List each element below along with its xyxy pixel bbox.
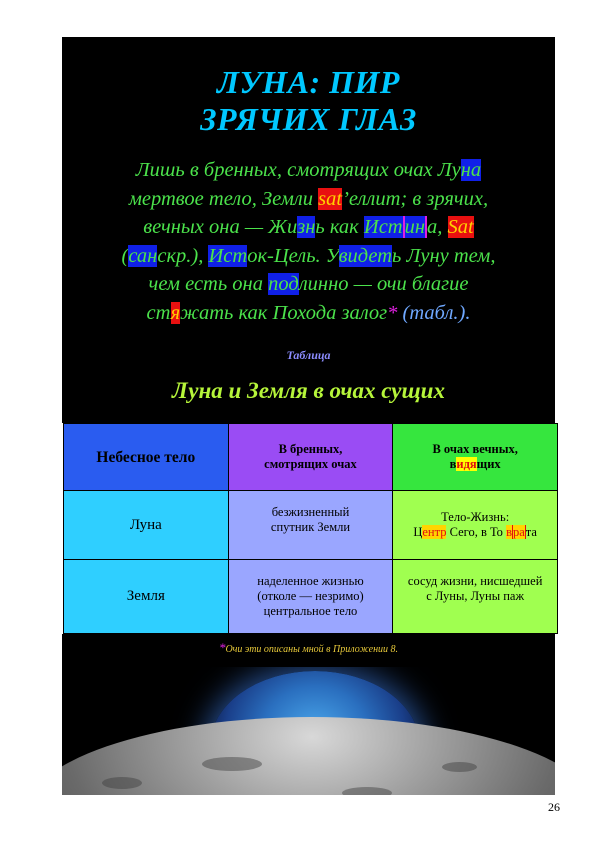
earth-moon-image bbox=[62, 667, 555, 795]
poem-line-5: чем есть она подлинно — очи благие bbox=[148, 273, 469, 295]
table-title: Луна и Земля в очах сущих bbox=[172, 378, 445, 403]
footnote: *Очи эти описаны мной в Приложении 8. bbox=[218, 640, 399, 655]
title-line-1: ЛУНА: ПИР bbox=[217, 64, 400, 100]
header-celestial-body: Небесное тело bbox=[64, 424, 229, 491]
cell-earth-mortal: наделенное жизнью (отколе — незримо) центральное тело bbox=[228, 560, 393, 634]
table-caption: Таблица bbox=[286, 348, 331, 362]
poem-line-1: Лишь в бренных, смотрящих очах Луна bbox=[135, 159, 482, 181]
poem-line-2: мертвое тело, Земли sat’еллит; в зрячих, bbox=[128, 187, 489, 210]
moon-earth-table bbox=[63, 423, 558, 634]
cell-earth-eternal: сосуд жизни, нисшедшей с Луны, Луны паж bbox=[393, 560, 558, 634]
poem-line-3: вечных она — Жизнь как Истина, Sat bbox=[143, 216, 474, 238]
poem-line-4: (санскр.), Исток-Цель. Увидеть Луну тем, bbox=[121, 244, 496, 267]
table-row bbox=[64, 491, 558, 560]
cell-moon: Луна bbox=[64, 491, 229, 560]
table-row bbox=[64, 560, 558, 634]
poem-line-6: стяжать как Похода залог* (табл.). bbox=[146, 301, 471, 324]
title-line-2: ЗРЯЧИХ ГЛАЗ bbox=[200, 101, 417, 137]
cell-earth: Земля bbox=[64, 560, 229, 634]
table-reference: (табл.). bbox=[397, 301, 471, 324]
header-mortal-eyes: В бренных, смотрящих очах bbox=[228, 424, 393, 491]
cell-moon-eternal: Тело-Жизнь: Центр Сего, в То врата bbox=[393, 491, 558, 560]
moon-surface bbox=[62, 717, 555, 795]
cell-moon-mortal: безжизненный спутник Земли bbox=[228, 491, 393, 560]
page-number: 26 bbox=[548, 800, 560, 814]
header-eternal-eyes: В очах вечных, видящих bbox=[393, 424, 558, 491]
poem-text bbox=[70, 156, 547, 327]
footnote-marker: * bbox=[387, 301, 398, 324]
page-title bbox=[62, 64, 555, 138]
table-header-row bbox=[64, 424, 558, 491]
